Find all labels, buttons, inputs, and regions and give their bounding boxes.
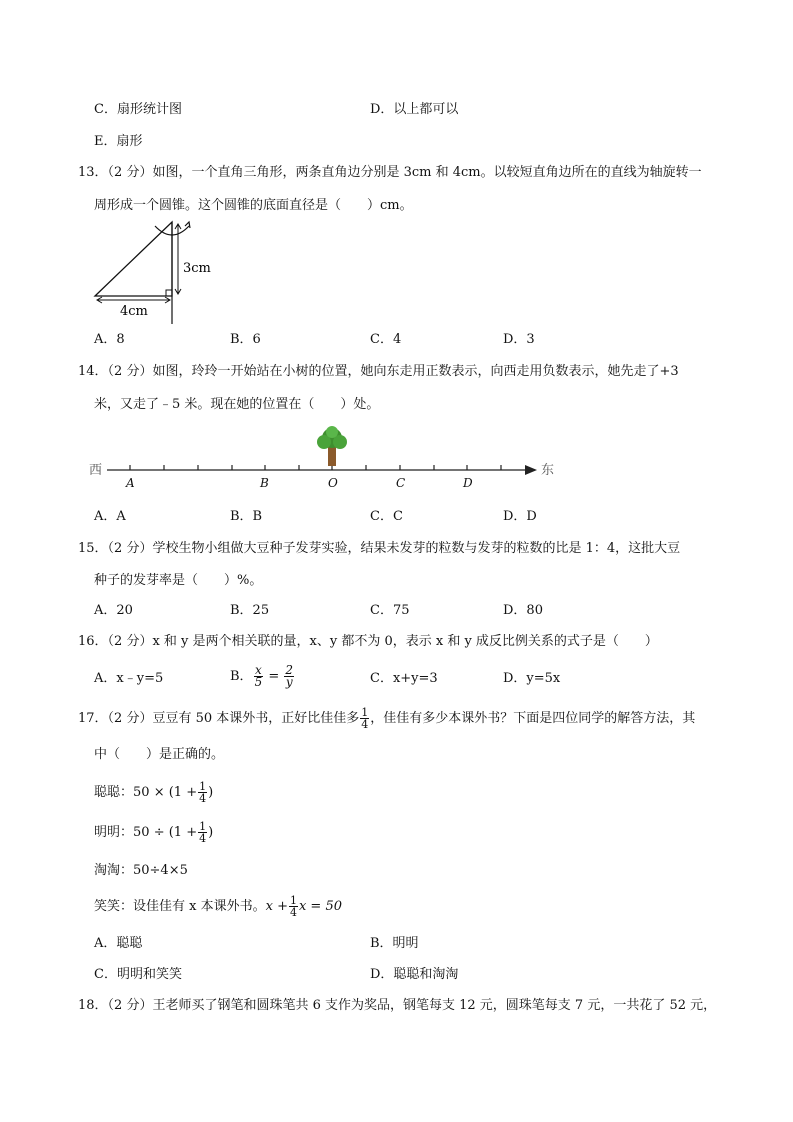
frac-denominator: 4 [199, 792, 207, 805]
q16-option-b [230, 662, 295, 692]
q13-option-b: B．6 [230, 332, 261, 347]
q16-option-a: A．x﹣y=5 [94, 671, 164, 686]
frac-numerator: x [254, 663, 262, 677]
point-b-label: B [260, 476, 269, 490]
q14-number-line-figure [85, 424, 565, 496]
q14-option-d: D．D [503, 509, 537, 524]
xiaoxiao-label: 笑笑：设佳佳有 x 本课外书。 [94, 899, 266, 914]
q12-option-e: E．扇形 [94, 134, 143, 149]
q15-stem-line2: 种子的发芽率是（ ）%。 [94, 573, 263, 588]
q17-option-a: A．聪聪 [94, 936, 143, 951]
mingming-expr-b: ) [208, 825, 214, 840]
point-c-label: C [396, 476, 406, 490]
q17-stem-part-b: ，佳佳有多少本课外书？下面是四位同学的解答方法，其 [370, 711, 696, 726]
q14-stem-line2: 米，又走了﹣5 米。现在她的位置在（ ）处。 [94, 397, 380, 412]
right-angle-mark [166, 290, 172, 296]
q13-triangle-figure [85, 214, 215, 326]
congcong-label: 聪聪： [94, 785, 134, 800]
q14-option-b: B．B [230, 509, 263, 524]
frac-numerator: 1 [199, 780, 207, 793]
q17-stem-part-a: 17．（2 分）豆豆有 50 本课外书，正好比佳佳多 [78, 711, 360, 726]
frac-numerator: 2 [285, 663, 294, 677]
xiaoxiao-expr-b: x = 50 [298, 899, 342, 914]
q14-stem-line1: 14．（2 分）如图，玲玲一开始站在小树的位置，她向东走用正数表示，向西走用负数表示，她先走了+3 [78, 364, 679, 379]
east-label: 东 [541, 463, 555, 478]
frac-denominator: y [285, 675, 293, 689]
point-o-label: O [328, 476, 338, 490]
xiaoxiao-fraction [289, 895, 298, 918]
q16-option-b-prefix: B． [230, 669, 253, 684]
q17-congcong [94, 778, 213, 808]
q15-option-b: B．25 [230, 603, 270, 618]
congcong-expr-a: 50 × (1 + [133, 785, 198, 800]
mingming-label: 明明： [94, 825, 134, 840]
frac-numerator: 1 [289, 894, 297, 907]
q12-option-d: D．以上都可以 [370, 102, 459, 117]
frac-denominator: 4 [289, 906, 297, 919]
xiaoxiao-expr-a: x + [265, 899, 288, 914]
congcong-fraction [198, 781, 207, 804]
q16-fraction-2-over-y [284, 665, 294, 688]
q14-option-a: A．A [94, 509, 126, 524]
q17-taotao: 淘淘：50÷4×5 [94, 863, 188, 878]
q16-stem: 16．（2 分）x 和 y 是两个相关联的量，x、y 都不为 0，表示 x 和 y 成反比例关系的式子是（ ） [78, 634, 658, 649]
point-d-label: D [463, 476, 473, 490]
q13-stem-line1: 13．（2 分）如图，一个直角三角形，两条直角边分别是 3cm 和 4cm。以较短直角边所在的直线为轴旋转一 [78, 165, 702, 180]
q13-stem-line2: 周形成一个圆锥。这个圆锥的底面直径是（ ）cm。 [94, 198, 413, 213]
mingming-expr-a: 50 ÷ (1 + [133, 825, 198, 840]
q16-option-c: C．x+y=3 [370, 671, 438, 686]
q16-fraction-x-over-5 [254, 665, 264, 688]
frac-denominator: 5 [254, 675, 263, 689]
frac-numerator: 1 [361, 706, 369, 719]
q14-option-c: C．C [370, 509, 403, 524]
frac-denominator: 4 [199, 832, 207, 845]
q18-stem-line1: 18．（2 分）王老师买了钢笔和圆珠笔共 6 支作为奖品，钢笔每支 12 元，圆珠笔每支 7 元，一共花了 52 元， [78, 998, 717, 1013]
ticks [130, 465, 501, 470]
q16-option-d: D．y=5x [503, 671, 561, 686]
mingming-fraction [198, 821, 207, 844]
frac-denominator: 4 [361, 718, 369, 731]
q15-option-c: C．75 [370, 603, 410, 618]
q13-width-label: 4cm [120, 304, 148, 319]
point-a-label: A [126, 476, 135, 490]
q17-fraction-1-4 [360, 707, 369, 730]
q13-height-label: 3cm [183, 261, 211, 276]
q13-option-c: C．4 [370, 332, 402, 347]
q17-xiaoxiao [94, 892, 342, 922]
q15-option-a: A．20 [94, 603, 133, 618]
west-label: 西 [89, 463, 103, 478]
q13-option-d: D．3 [503, 332, 535, 347]
q17-option-b: B．明明 [370, 936, 419, 951]
q13-option-a: A．8 [94, 332, 125, 347]
right-triangle [95, 222, 172, 296]
q12-option-c: C．扇形统计图 [94, 102, 182, 117]
q17-stem-line2: 中（ ）是正确的。 [94, 747, 225, 762]
arrow-east-icon [525, 465, 537, 475]
q17-stem-line1 [78, 704, 695, 734]
congcong-expr-b: ) [208, 785, 214, 800]
q17-option-d: D．聪聪和淘淘 [370, 967, 459, 982]
tree-icon [317, 426, 347, 466]
equals-sign: = [268, 669, 280, 684]
q15-option-d: D．80 [503, 603, 543, 618]
q15-stem-line1: 15．（2 分）学校生物小组做大豆种子发芽实验，结果未发芽的粒数与发芽的粒数的比是 1：4，这批大豆 [78, 541, 681, 556]
q17-option-c: C．明明和笑笑 [94, 967, 182, 982]
q17-mingming [94, 818, 213, 848]
frac-numerator: 1 [199, 820, 207, 833]
